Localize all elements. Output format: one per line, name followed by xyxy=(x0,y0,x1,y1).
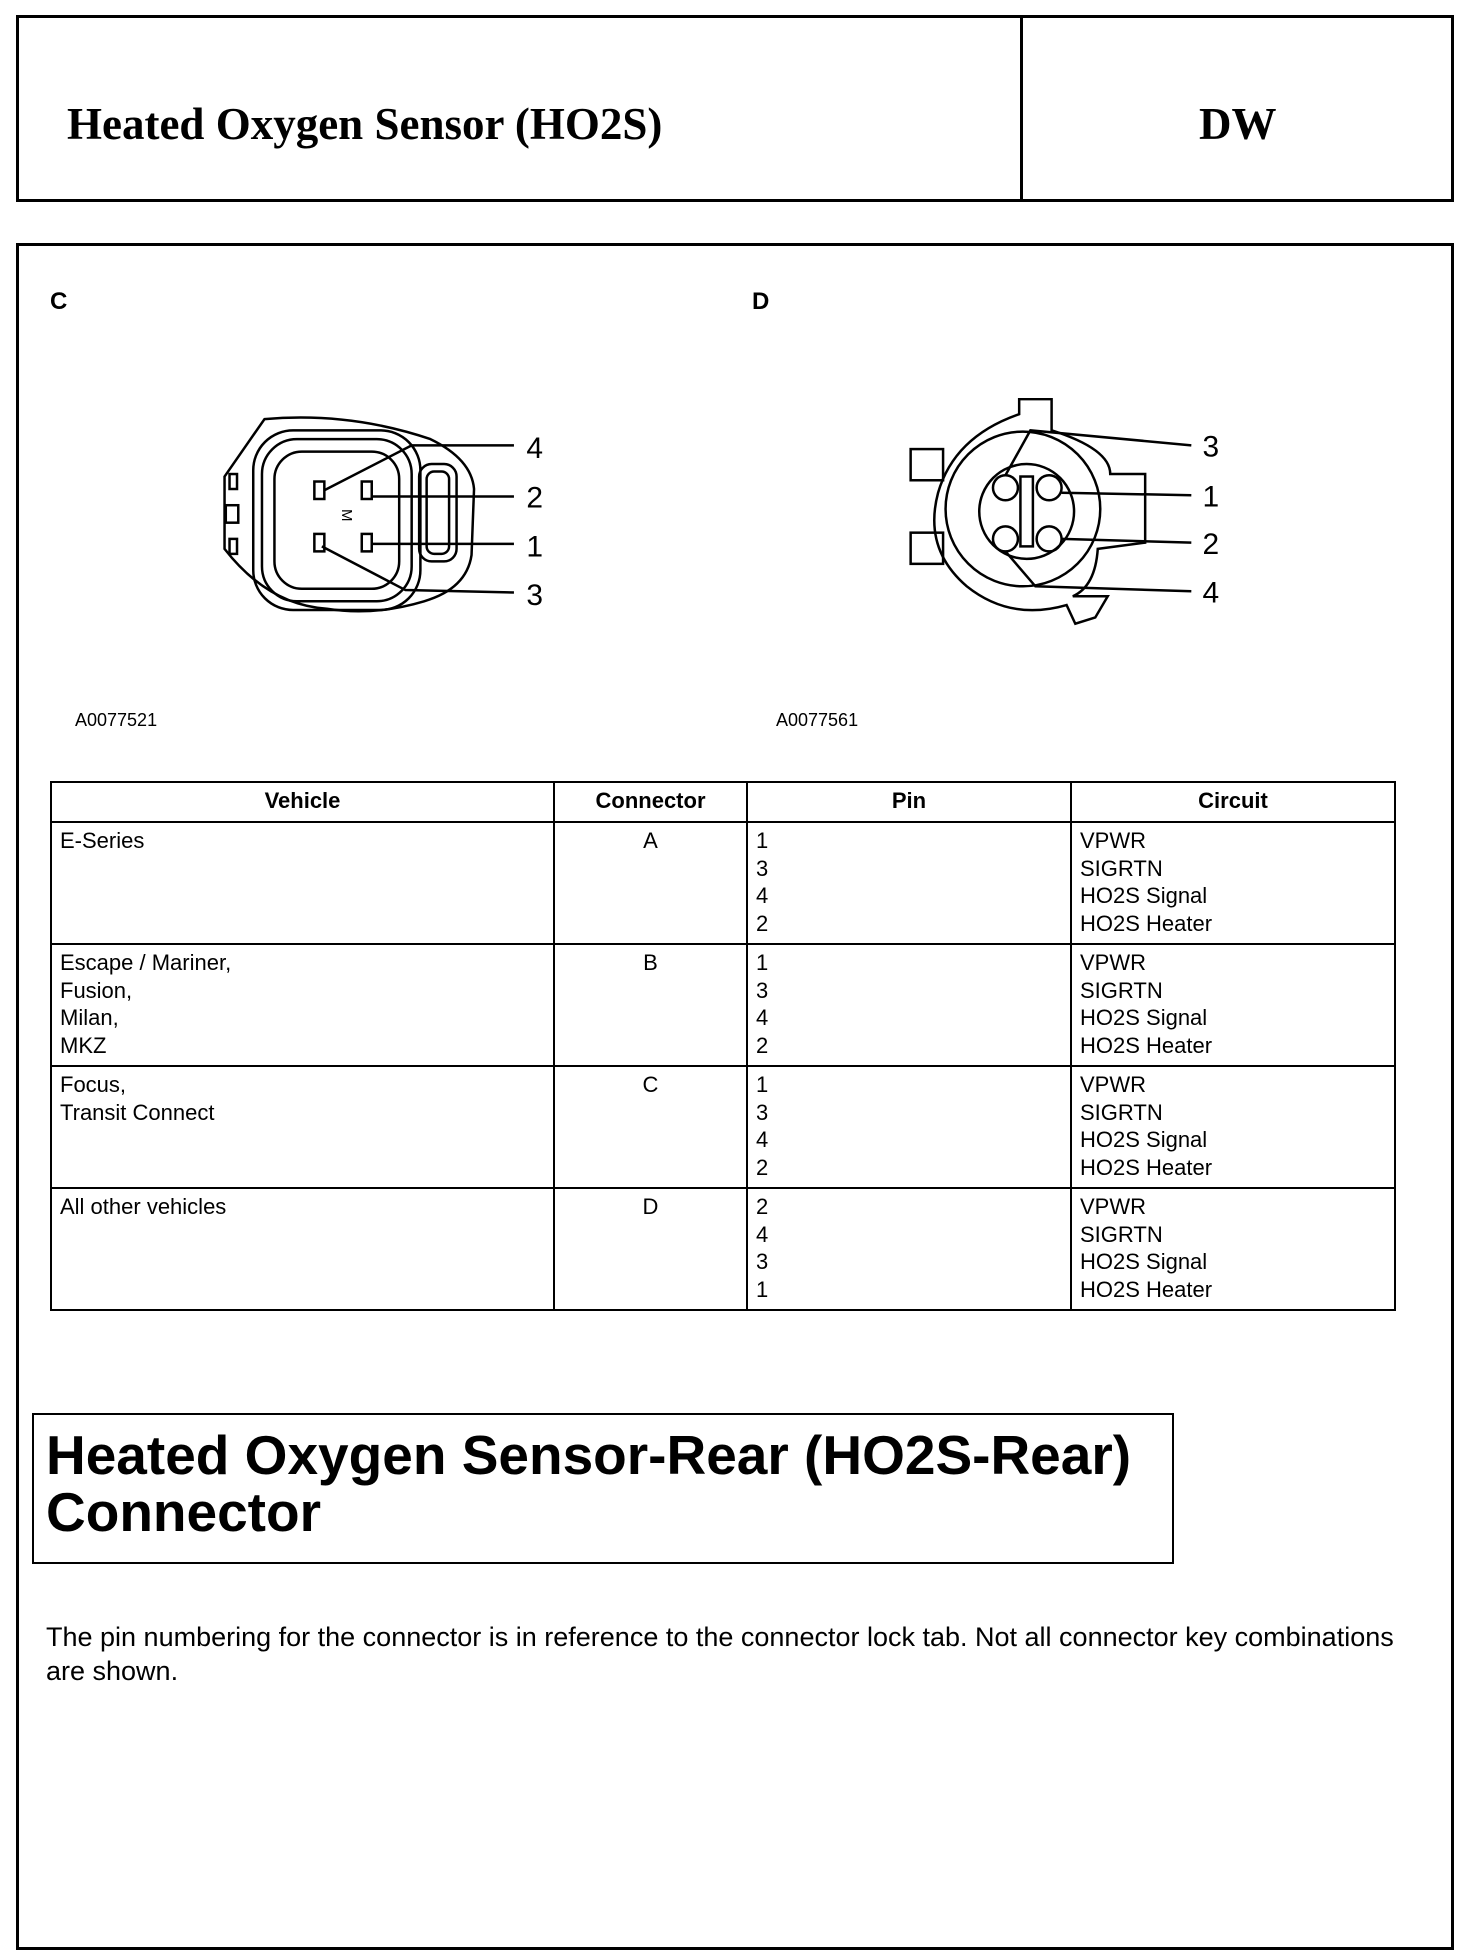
pin-cell-line: 4 xyxy=(756,883,769,908)
figure-c-ref: A0077521 xyxy=(75,710,158,730)
pin-label: 3 xyxy=(526,579,544,613)
pin-cell-line: 2 xyxy=(756,1154,769,1180)
circuit-cell-line: SIGRTN xyxy=(1080,1099,1163,1125)
vehicle-cell xyxy=(51,822,554,944)
circuit-cell-line: HO2S Signal xyxy=(1080,1005,1208,1030)
col-pin: Pin xyxy=(747,782,1071,822)
table-row xyxy=(51,1188,1395,1310)
connector-d-diagram xyxy=(911,399,1220,624)
section-heading xyxy=(46,1424,1132,1543)
vehicle-cell xyxy=(51,944,554,1066)
vehicle-cell-line: All other vehicles xyxy=(60,1194,227,1219)
connector-cell: B xyxy=(554,944,747,1066)
pin-cell-line: 4 xyxy=(756,1221,769,1247)
pin-cell-line: 3 xyxy=(756,1249,769,1274)
section-heading-line1: Heated Oxygen Sensor-Rear (HO2S-Rear) xyxy=(46,1424,1132,1486)
figure-d-label: D xyxy=(752,288,770,315)
connector-c-diagram xyxy=(225,418,544,612)
pin-label: 2 xyxy=(526,481,544,515)
pin-cell xyxy=(747,944,1071,1066)
section-heading-box xyxy=(32,1413,1174,1564)
pin-cell xyxy=(747,1066,1071,1188)
circuit-cell-line: HO2S Signal xyxy=(1080,1249,1208,1274)
pin-cell-line: 1 xyxy=(756,950,769,975)
pin-cell-line: 2 xyxy=(756,910,769,936)
circuit-cell-line: SIGRTN xyxy=(1080,977,1163,1003)
pin-cell-line: 3 xyxy=(756,855,769,881)
vehicle-cell-line: Escape / Mariner, xyxy=(60,950,232,975)
pin-label: 2 xyxy=(1202,527,1220,561)
circuit-cell xyxy=(1071,1066,1395,1188)
col-connector: Connector xyxy=(554,782,747,822)
circuit-cell xyxy=(1071,1188,1395,1310)
pin-cell-line: 1 xyxy=(756,1072,769,1097)
section-code: DW xyxy=(1199,99,1277,149)
circuit-cell-line: HO2S Heater xyxy=(1080,1154,1213,1180)
circuit-cell-line: HO2S Heater xyxy=(1080,910,1213,936)
circuit-cell-line: HO2S Heater xyxy=(1080,1276,1213,1302)
circuit-cell-line: HO2S Heater xyxy=(1080,1032,1213,1058)
circuit-cell xyxy=(1071,822,1395,944)
table-row xyxy=(51,1066,1395,1188)
vehicle-cell-line: Milan, xyxy=(60,1005,119,1030)
col-circuit: Circuit xyxy=(1071,782,1395,822)
connector-cell: C xyxy=(554,1066,747,1188)
figure-d-ref: A0077561 xyxy=(776,710,859,730)
pin-cell-line: 4 xyxy=(756,1127,769,1152)
circuit-cell-line: VPWR xyxy=(1080,1194,1146,1219)
pin-cell-line: 2 xyxy=(756,1032,769,1058)
connector-cell: D xyxy=(554,1188,747,1310)
circuit-cell xyxy=(1071,944,1395,1066)
vehicle-cell-line: E-Series xyxy=(60,828,145,853)
section-heading-line2: Connector xyxy=(46,1481,321,1543)
vehicle-cell-line: Focus, xyxy=(60,1072,127,1097)
connector-cell: A xyxy=(554,822,747,944)
note-paragraph: The pin numbering for the connector is in reference to the connector lock tab. Not all connector key combinations are shown. xyxy=(46,1622,1394,1686)
page-title: Heated Oxygen Sensor (HO2S) xyxy=(67,99,663,149)
vehicle-cell xyxy=(51,1066,554,1188)
vehicle-cell xyxy=(51,1188,554,1310)
pin-cell-line: 1 xyxy=(756,828,769,853)
pin-label: 3 xyxy=(1202,430,1220,464)
circuit-cell-line: HO2S Signal xyxy=(1080,883,1208,908)
table-row xyxy=(51,944,1395,1066)
circuit-cell-line: VPWR xyxy=(1080,828,1146,853)
pin-cell-line: 3 xyxy=(756,977,769,1003)
table-row xyxy=(51,822,1395,944)
circuit-cell-line: HO2S Signal xyxy=(1080,1127,1208,1152)
pin-label: 1 xyxy=(1202,480,1220,514)
pin-cell xyxy=(747,1188,1071,1310)
pin-label: 4 xyxy=(526,431,544,465)
vehicle-cell-line: MKZ xyxy=(60,1032,107,1058)
vehicle-cell-line: Transit Connect xyxy=(60,1099,215,1125)
pin-cell xyxy=(747,822,1071,944)
pin-label: 1 xyxy=(526,530,544,564)
circuit-cell-line: VPWR xyxy=(1080,950,1146,975)
circuit-cell-line: SIGRTN xyxy=(1080,855,1163,881)
pinout-table xyxy=(50,781,1396,1311)
pin-label: 4 xyxy=(1202,576,1220,610)
pin-cell-line: 2 xyxy=(756,1194,769,1219)
circuit-cell-line: SIGRTN xyxy=(1080,1221,1163,1247)
circuit-cell-line: VPWR xyxy=(1080,1072,1146,1097)
pin-cell-line: 3 xyxy=(756,1099,769,1125)
vehicle-cell-line: Fusion, xyxy=(60,977,133,1003)
pin-cell-line: 1 xyxy=(756,1276,769,1302)
col-vehicle: Vehicle xyxy=(51,782,554,822)
svg-text:M: M xyxy=(337,508,355,522)
figure-c-label: C xyxy=(50,288,68,315)
pin-cell-line: 4 xyxy=(756,1005,769,1030)
